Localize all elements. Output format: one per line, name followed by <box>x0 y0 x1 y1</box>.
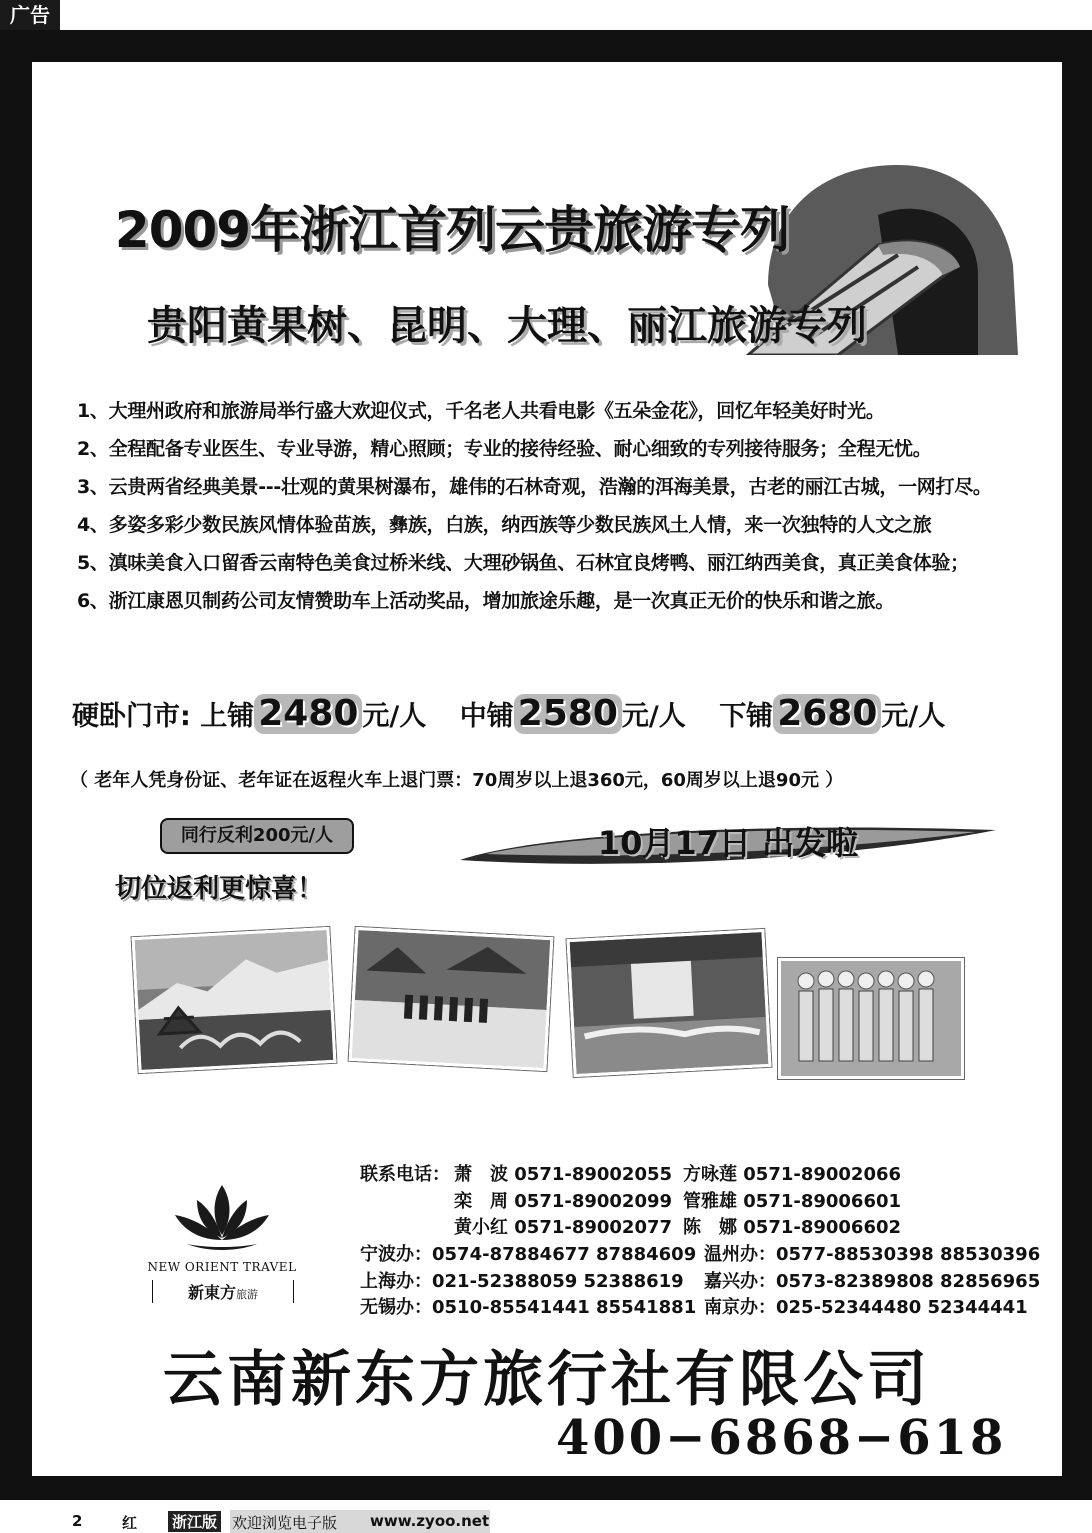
office-entry <box>360 1242 696 1269</box>
advertisement <box>32 62 1062 1476</box>
office-phone: 0577-88530398 88530396 <box>776 1244 1041 1266</box>
contact-block <box>360 1162 1060 1322</box>
photo-waterfall <box>567 929 772 1077</box>
photo-ethnic-women <box>778 958 964 1079</box>
office-phone: 0574-87884677 87884609 <box>432 1244 697 1266</box>
contact-person: 萧 波 0571-89002055 <box>454 1164 673 1185</box>
contact-row <box>360 1162 1060 1189</box>
feature-item: 2、全程配备专业医生、专业导游，精心照顾；专业的接待经验、耐心细致的专列接待服务；全程无忧。 <box>77 438 932 460</box>
feature-item: 3、云贵两省经典美景---壮观的黄果树瀑布，雄伟的石林奇观，浩瀚的洱海美景，古老的丽江古城，一网打尽。 <box>77 476 992 498</box>
contact-person: 方咏莲 0571-89002066 <box>683 1164 902 1185</box>
office-entry <box>704 1295 1028 1322</box>
refund-note: （ 老年人凭身份证、老年证在返程火车上退门票：70周岁以上退360元，60周岁以上退90元 ） <box>70 770 844 791</box>
price-value: 2680 <box>773 694 881 734</box>
logo-english-name: NEW ORIENT TRAVEL <box>147 1260 297 1274</box>
logo-cn-small: 旅游 <box>236 1288 258 1301</box>
office-phone: 025-52344480 52344441 <box>776 1297 1028 1319</box>
berth-name: 中铺 <box>459 701 514 732</box>
office-name: 南京办： <box>704 1297 776 1319</box>
feature-item: 4、多姿多彩少数民族风情体验苗族，彝族，白族，纳西族等少数民族风土人情，来一次独特的人文之旅 <box>77 514 932 536</box>
lotus-icon <box>167 1180 277 1255</box>
rebate-badge: 同行反利200元/人 <box>160 818 354 854</box>
page-footer <box>0 1510 1092 1533</box>
price-unit: 元/人 <box>621 701 686 732</box>
office-entry <box>360 1269 684 1296</box>
photo-snow-mountain-bridge <box>132 927 337 1073</box>
departure-banner <box>456 814 1000 872</box>
page-number: 2 <box>72 1512 83 1530</box>
price-line <box>72 694 1032 734</box>
rebate-text: 切位返利更惊喜！ <box>115 874 324 904</box>
berth-name: 下铺 <box>719 701 774 732</box>
office-row <box>360 1295 1060 1322</box>
price-value: 2580 <box>514 694 622 734</box>
office-phone: 021-52388059 52388619 <box>432 1270 684 1292</box>
office-name: 温州办： <box>704 1244 776 1266</box>
contact-person: 黄小红 0571-89002077 <box>454 1217 673 1239</box>
logo-cn-main: 新東方 <box>187 1283 236 1302</box>
price-lower <box>719 693 946 734</box>
office-entry <box>704 1269 1040 1296</box>
price-value: 2480 <box>254 694 362 734</box>
footer-slogan: 欢迎浏览电子版 <box>232 1514 338 1532</box>
office-phone: 0510-85541441 85541881 <box>432 1297 697 1319</box>
feature-list <box>77 392 1062 620</box>
office-entry <box>704 1242 1040 1269</box>
contact-person: 管雅雄 0571-89006601 <box>683 1190 902 1212</box>
office-name: 无锡办： <box>360 1297 432 1319</box>
photo-ethnic-dancers <box>349 927 554 1071</box>
office-row <box>360 1242 1060 1269</box>
logo-chinese-name <box>152 1280 294 1303</box>
color-tag: 红 <box>122 1514 138 1532</box>
berth-name: 上铺 <box>200 701 255 732</box>
office-name: 上海办： <box>360 1270 432 1292</box>
contact-row <box>360 1215 1060 1242</box>
office-name: 嘉兴办： <box>704 1270 776 1292</box>
contact-row <box>360 1189 1060 1216</box>
ad-title: 2009年浙江首列云贵旅游专列 <box>114 201 790 259</box>
price-unit: 元/人 <box>881 701 946 732</box>
price-middle <box>459 693 686 734</box>
price-label: 硬卧门市: <box>72 701 191 732</box>
price-unit: 元/人 <box>362 701 427 732</box>
company-logo <box>132 1180 312 1310</box>
footer-url[interactable]: www.zyoo.net <box>370 1512 490 1530</box>
feature-item: 5、滇味美食入口留香云南特色美食过桥米线、大理砂锅鱼、石林宜良烤鸭、丽江纳西美食，真正美食体验； <box>77 552 969 574</box>
contact-label: 联系电话： <box>360 1164 450 1185</box>
hotline-number: 400−6868−618 <box>556 1410 1007 1466</box>
office-name: 宁波办： <box>360 1244 432 1266</box>
contact-person: 栾 周 0571-89002099 <box>454 1190 673 1212</box>
price-upper <box>200 693 427 734</box>
office-phone: 0573-82389808 82856965 <box>776 1270 1041 1292</box>
office-entry <box>360 1295 696 1322</box>
contact-person: 陈 娜 0571-89006602 <box>683 1217 902 1239</box>
feature-item: 1、大理州政府和旅游局举行盛大欢迎仪式，千名老人共看电影《五朵金花》，回忆年轻美好时光。 <box>77 400 885 422</box>
company-name: 云南新东方旅行社有限公司 <box>163 1345 931 1415</box>
office-row <box>360 1269 1060 1296</box>
edition-badge: 浙江版 <box>168 1511 221 1532</box>
departure-date: 10月17日 出发啦 <box>597 824 859 862</box>
ad-tag: 广告 <box>0 0 60 30</box>
feature-item: 6、浙江康恩贝制药公司友情赞助车上活动奖品，增加旅途乐趣，是一次真正无价的快乐和谐之旅。 <box>77 590 895 612</box>
ad-subtitle: 贵阳黄果树、昆明、大理、丽江旅游专列 <box>147 303 867 349</box>
